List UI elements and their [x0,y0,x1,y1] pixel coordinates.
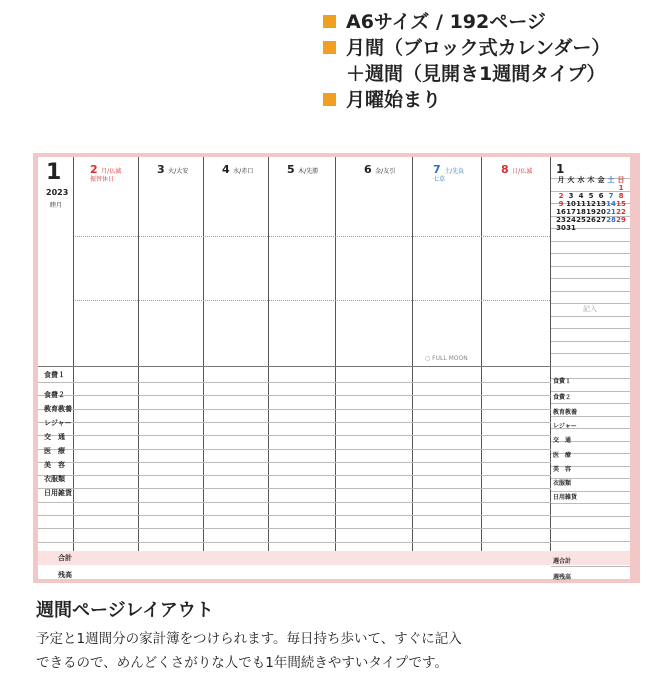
feature-text: 月曜始まり [346,89,442,111]
memo-row-line [551,566,630,567]
feature-text: ＋週間（見開き1週間タイプ） [346,63,606,85]
memo-row-line [551,503,630,504]
mini-calendar-date: 7 [608,192,614,200]
column-divider [550,157,551,560]
weekly-summary-label: 週残高 [553,574,572,581]
summary-band [38,551,630,565]
memo-row-line [551,278,630,279]
mini-calendar-date: 11 [576,200,586,208]
column-divider [138,157,139,560]
expense-label: 食費１ [44,371,65,379]
expense-row-line [38,542,551,543]
mini-calendar-date: 25 [576,216,586,224]
mini-calendar-date [586,184,596,192]
weekly-expense-label: レジャー [553,423,577,430]
day-header-sun: 8 日/仏滅 [501,163,533,176]
moon-icon: ○ [425,355,431,362]
weekly-expense-label: 医 療 [553,452,572,459]
bullet-square-icon [323,41,336,54]
expense-label: 食費２ [44,391,65,399]
mini-calendar-date: 15 [616,200,626,208]
section-title: 週間ページレイアウト [36,600,214,621]
column-divider [268,157,269,560]
memo-row-line [551,541,630,542]
column-divider [412,157,413,560]
mini-calendar-date [606,224,616,232]
expense-row-line [38,435,551,436]
mini-calendar-date [596,224,606,232]
mini-calendar-date: 23 [556,216,566,224]
description-line: 予定と1週間分の家計簿をつけられます。毎日持ち歩いて、すぐに記入 [36,631,462,647]
mini-calendar-date: 24 [566,216,576,224]
weekly-summary-label: 週合計 [553,558,572,565]
day-header-tue: 3 火/大安 [157,163,189,176]
memo-row-line [551,253,630,254]
expense-row-line [38,395,551,396]
day-header-wed: 4 水/赤口 [222,163,254,176]
day-header-fri: 6 金/友引 [364,163,396,176]
mini-calendar-date: 2 [558,192,564,200]
mini-calendar-date [556,184,566,192]
memo-row-line [551,291,630,292]
mini-calendar-date: 26 [586,216,596,224]
mini-calendar-date: 21 [606,208,616,216]
mini-calendar-date: 13 [596,200,606,208]
expense-label: 教育教養 [44,405,72,413]
bullet-square-icon [323,15,336,28]
expense-label: 美 容 [44,461,65,469]
memo-row-line [551,328,630,329]
mini-calendar-month: 1 [556,162,565,176]
column-divider [73,157,74,560]
feature-item [323,62,663,88]
mini-calendar-weekday: 月 [557,176,565,184]
day-header-mon: 2 月/仏滅 [90,163,122,176]
feature-list [323,10,663,114]
mini-calendar-weekday: 土 [607,176,615,184]
mini-calendar-grid [556,176,626,232]
expense-row-line [38,515,551,516]
feature-text: 月間（ブロック式カレンダー） [346,37,611,59]
mini-calendar-date: 6 [598,192,604,200]
mini-calendar-date: 8 [618,192,624,200]
weekly-expense-label: 食費２ [553,394,572,401]
mini-calendar-weekday: 水 [577,176,585,184]
holiday-label: 振替休日 [90,176,115,183]
expense-row-line [38,488,551,489]
expense-row-line [38,475,551,476]
feature-item [323,36,663,62]
mini-calendar-date: 14 [606,200,616,208]
expense-label: 衣服類 [44,475,65,483]
schedule-bottom-line [38,366,551,367]
mini-calendar-date: 4 [578,192,584,200]
mini-calendar [556,162,626,232]
expense-row-line [38,422,551,423]
feature-item [323,10,663,36]
mini-calendar-date [606,184,616,192]
dotted-guide [75,236,550,237]
expense-row-line [38,409,551,410]
day-header-sat: 7 土/先負 [433,163,465,176]
memo-row-line [551,416,630,417]
memo-row-line [551,403,630,404]
expense-row-line [38,382,551,383]
full-moon-label: ○ FULL MOON [425,355,468,362]
summary-label: 合計 [58,554,72,562]
memo-row-line [551,516,630,517]
mini-calendar-date: 22 [616,208,626,216]
weekly-expense-label: 交 通 [553,437,572,444]
memo-row-line [551,341,630,342]
mini-calendar-date: 19 [586,208,596,216]
day-header-thu: 5 木/先勝 [287,163,319,176]
mini-calendar-weekday: 木 [587,176,595,184]
mini-calendar-date: 12 [586,200,596,208]
mini-calendar-date: 29 [616,216,626,224]
bullet-square-icon [323,93,336,106]
mini-calendar-weekday: 日 [617,176,625,184]
mini-calendar-date: 10 [566,200,576,208]
weekly-expense-label: 日用雑貨 [553,494,578,501]
memo-row-line [551,266,630,267]
memo-row-line [551,353,630,354]
column-divider [203,157,204,560]
mini-calendar-date [576,224,586,232]
mini-calendar-date [576,184,586,192]
mini-calendar-date: 16 [556,208,566,216]
expense-row-line [38,462,551,463]
feature-text: A6サイズ / 192ページ [346,11,546,33]
memo-row-line [551,241,630,242]
feature-item [323,88,663,114]
weekly-expense-label: 食費１ [553,378,572,385]
expense-label: レジャー [44,419,72,427]
memo-row-line [551,366,630,367]
column-divider [481,157,482,560]
mini-calendar-date [596,184,606,192]
memo-row-line [551,316,630,317]
mini-calendar-date: 9 [558,200,564,208]
weekly-expense-label: 美 容 [553,466,572,473]
mini-calendar-date: 31 [566,224,576,232]
mini-calendar-date [616,224,626,232]
mini-calendar-date: 5 [588,192,594,200]
memo-row-line [551,528,630,529]
dotted-guide [75,300,550,301]
expense-row-line [38,449,551,450]
year-label: 2023 [46,188,69,197]
mini-calendar-date: 1 [618,184,624,192]
column-divider [335,157,336,560]
mini-calendar-date: 3 [568,192,574,200]
memo-label: 記入 [583,305,597,313]
expense-row-line [38,502,551,503]
description-line: できるので、めんどくさがりな人でも1年間続きやすいタイプです。 [36,655,448,671]
weekly-expense-label: 教育教養 [553,409,578,416]
holiday-label: 七草 [433,176,446,183]
mini-calendar-date [586,224,596,232]
month-number: 1 [46,160,62,185]
month-japanese-name: 睦月 [50,202,63,209]
expense-label: 医 療 [44,447,65,455]
expense-label: 日用雑貨 [44,489,72,497]
summary-label: 残高 [58,571,72,579]
expense-label: 交 通 [44,433,65,441]
mini-calendar-date: 18 [576,208,586,216]
expense-row-line [38,528,551,529]
mini-calendar-date: 17 [566,208,576,216]
mini-calendar-weekday: 火 [567,176,575,184]
mini-calendar-date: 28 [606,216,616,224]
weekly-expense-label: 衣服類 [553,480,572,487]
mini-calendar-weekday: 金 [597,176,605,184]
mini-calendar-date [566,184,576,192]
mini-calendar-date: 30 [556,224,566,232]
mini-calendar-date: 27 [596,216,606,224]
mini-calendar-date: 20 [596,208,606,216]
